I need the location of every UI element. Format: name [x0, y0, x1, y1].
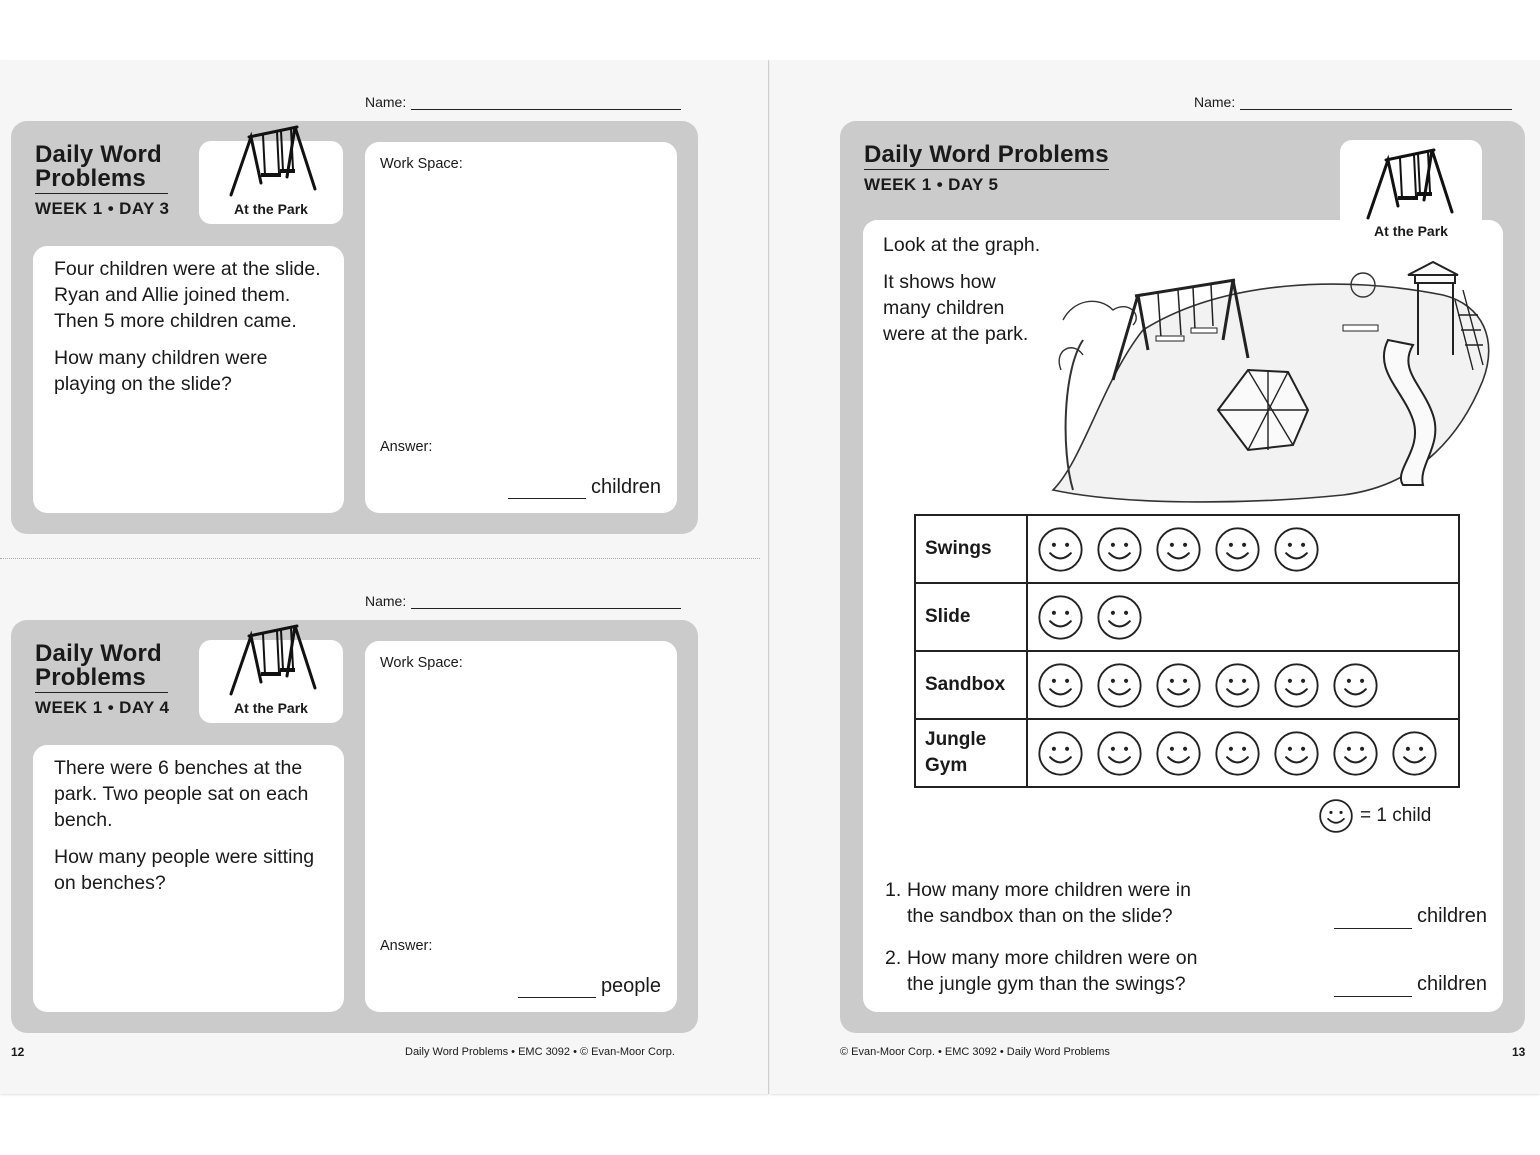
answer-field[interactable] — [1334, 903, 1487, 929]
smiley-face-icon — [1037, 662, 1084, 709]
name-line[interactable] — [411, 94, 681, 110]
problem-box — [33, 745, 344, 1012]
problem-text: Four children were at the slide. Ryan and Allie joined them. Then 5 more children came. — [54, 258, 321, 332]
smiley-face-icon — [1273, 730, 1320, 777]
graph-row-label: Slide — [915, 583, 1027, 651]
work-space-label: Work Space: — [380, 156, 463, 172]
page-number: 13 — [1512, 1045, 1526, 1059]
question-text: How many children were playing on the slide? — [54, 347, 268, 395]
graph-row-label: Sandbox — [915, 651, 1027, 719]
question-line: the sandbox than on the slide? — [907, 905, 1173, 927]
smiley-face-icon — [1273, 526, 1320, 573]
theme-label: At the Park — [234, 201, 308, 217]
question-number: 1. — [885, 879, 902, 901]
card-title — [35, 143, 169, 219]
question-line: How many more children were in — [907, 879, 1191, 901]
smiley-face-icon — [1214, 662, 1261, 709]
answer-label: Answer: — [380, 439, 433, 455]
smiley-face-icon — [1155, 526, 1202, 573]
answer-field[interactable] — [518, 975, 661, 998]
name-label: Name: — [365, 593, 407, 609]
smiley-face-icon — [1155, 662, 1202, 709]
work-space-box[interactable] — [365, 142, 677, 513]
smiley-face-icon — [1096, 594, 1143, 641]
name-field-day5[interactable] — [1194, 94, 1512, 110]
smiley-face-icon — [1332, 730, 1379, 777]
graph-row-faces — [1027, 515, 1459, 583]
name-line[interactable] — [1240, 94, 1512, 110]
title-line1: Daily Word — [35, 141, 162, 168]
park-illustration — [1043, 260, 1503, 505]
graph-row — [915, 583, 1459, 651]
answer-unit: children — [590, 476, 661, 498]
answer-line[interactable] — [518, 977, 596, 998]
graph-row-label: Swings — [915, 515, 1027, 583]
question-2 — [885, 945, 1485, 997]
graph-row — [915, 651, 1459, 719]
week-day-label: WEEK 1 • DAY 3 — [35, 199, 170, 218]
name-label: Name: — [365, 94, 407, 110]
smiley-face-icon — [1391, 730, 1438, 777]
card-title — [864, 143, 1109, 195]
smiley-face-icon — [1037, 594, 1084, 641]
week-day-label: WEEK 1 • DAY 5 — [864, 175, 999, 194]
graph-row-faces — [1027, 583, 1459, 651]
answer-line[interactable] — [508, 478, 586, 499]
theme-label: At the Park — [234, 700, 308, 716]
left-page — [0, 60, 769, 1094]
intro-line: were at the park. — [883, 323, 1029, 345]
title-line2: Problems — [35, 167, 168, 194]
smiley-face-icon — [1214, 730, 1261, 777]
graph-row-faces — [1027, 719, 1459, 787]
question-line: the jungle gym than the swings? — [907, 973, 1186, 995]
smiley-face-icon — [1096, 526, 1143, 573]
main-box — [863, 220, 1503, 1012]
title: Daily Word Problems — [864, 141, 1109, 168]
title-line1: Daily Word — [35, 640, 162, 667]
graph-row-faces — [1027, 651, 1459, 719]
week-day-label: WEEK 1 • DAY 4 — [35, 698, 170, 717]
smiley-face-icon — [1214, 526, 1261, 573]
card-title — [35, 642, 169, 718]
right-page — [770, 60, 1540, 1094]
answer-field[interactable] — [1334, 971, 1487, 997]
answer-label: Answer: — [380, 938, 433, 954]
title-line2: Problems — [35, 666, 168, 693]
page-number: 12 — [11, 1045, 25, 1059]
smiley-face-icon — [1037, 526, 1084, 573]
graph-row-label: Jungle Gym — [915, 719, 1027, 787]
question-text: How many people were sitting on benches? — [54, 846, 315, 894]
smiley-face-icon — [1096, 662, 1143, 709]
work-space-box[interactable] — [365, 641, 677, 1012]
page-footer: © Evan-Moor Corp. • EMC 3092 • Daily Word Problems — [840, 1046, 1110, 1058]
question-1 — [885, 877, 1485, 929]
smiley-face-icon — [1332, 662, 1379, 709]
work-space-label: Work Space: — [380, 655, 463, 671]
intro-line: many children — [883, 297, 1005, 319]
intro-text-2 — [883, 269, 1028, 347]
graph-row — [915, 515, 1459, 583]
question-number: 2. — [885, 947, 902, 969]
theme-badge — [199, 141, 343, 224]
theme-badge — [1340, 140, 1482, 246]
intro-text: Look at the graph. — [883, 234, 1041, 256]
name-field-day3[interactable] — [365, 94, 681, 110]
answer-unit: children — [1416, 905, 1487, 927]
swing-set-icon — [225, 622, 321, 700]
swing-set-icon — [1362, 146, 1458, 224]
intro-line: It shows how — [883, 271, 996, 293]
name-label: Name: — [1194, 94, 1236, 110]
problem-box — [33, 246, 344, 513]
answer-line[interactable] — [1334, 908, 1412, 929]
name-line[interactable] — [411, 593, 681, 609]
name-field-day4[interactable] — [365, 593, 681, 609]
smiley-face-icon — [1096, 730, 1143, 777]
graph-row — [915, 719, 1459, 787]
cut-line — [0, 558, 760, 559]
graph-key — [1318, 798, 1431, 834]
theme-label: At the Park — [1374, 223, 1448, 239]
answer-unit: children — [1416, 973, 1487, 995]
answer-line[interactable] — [1334, 976, 1412, 997]
problem-text: There were 6 benches at the park. Two people sat on each bench. — [54, 757, 309, 831]
card-day5 — [840, 121, 1525, 1033]
smiley-face-icon — [1318, 798, 1354, 834]
answer-unit: people — [600, 975, 661, 997]
answer-field[interactable] — [508, 476, 661, 499]
pictograph — [914, 514, 1460, 788]
theme-badge — [199, 640, 343, 723]
smiley-face-icon — [1037, 730, 1084, 777]
question-line: How many more children were on — [907, 947, 1198, 969]
key-label: = 1 child — [1360, 805, 1432, 826]
smiley-face-icon — [1273, 662, 1320, 709]
card-day4 — [11, 620, 698, 1033]
smiley-face-icon — [1155, 730, 1202, 777]
page-footer: Daily Word Problems • EMC 3092 • © Evan-Moor Corp. — [405, 1046, 675, 1058]
swing-set-icon — [225, 123, 321, 201]
card-day3 — [11, 121, 698, 534]
